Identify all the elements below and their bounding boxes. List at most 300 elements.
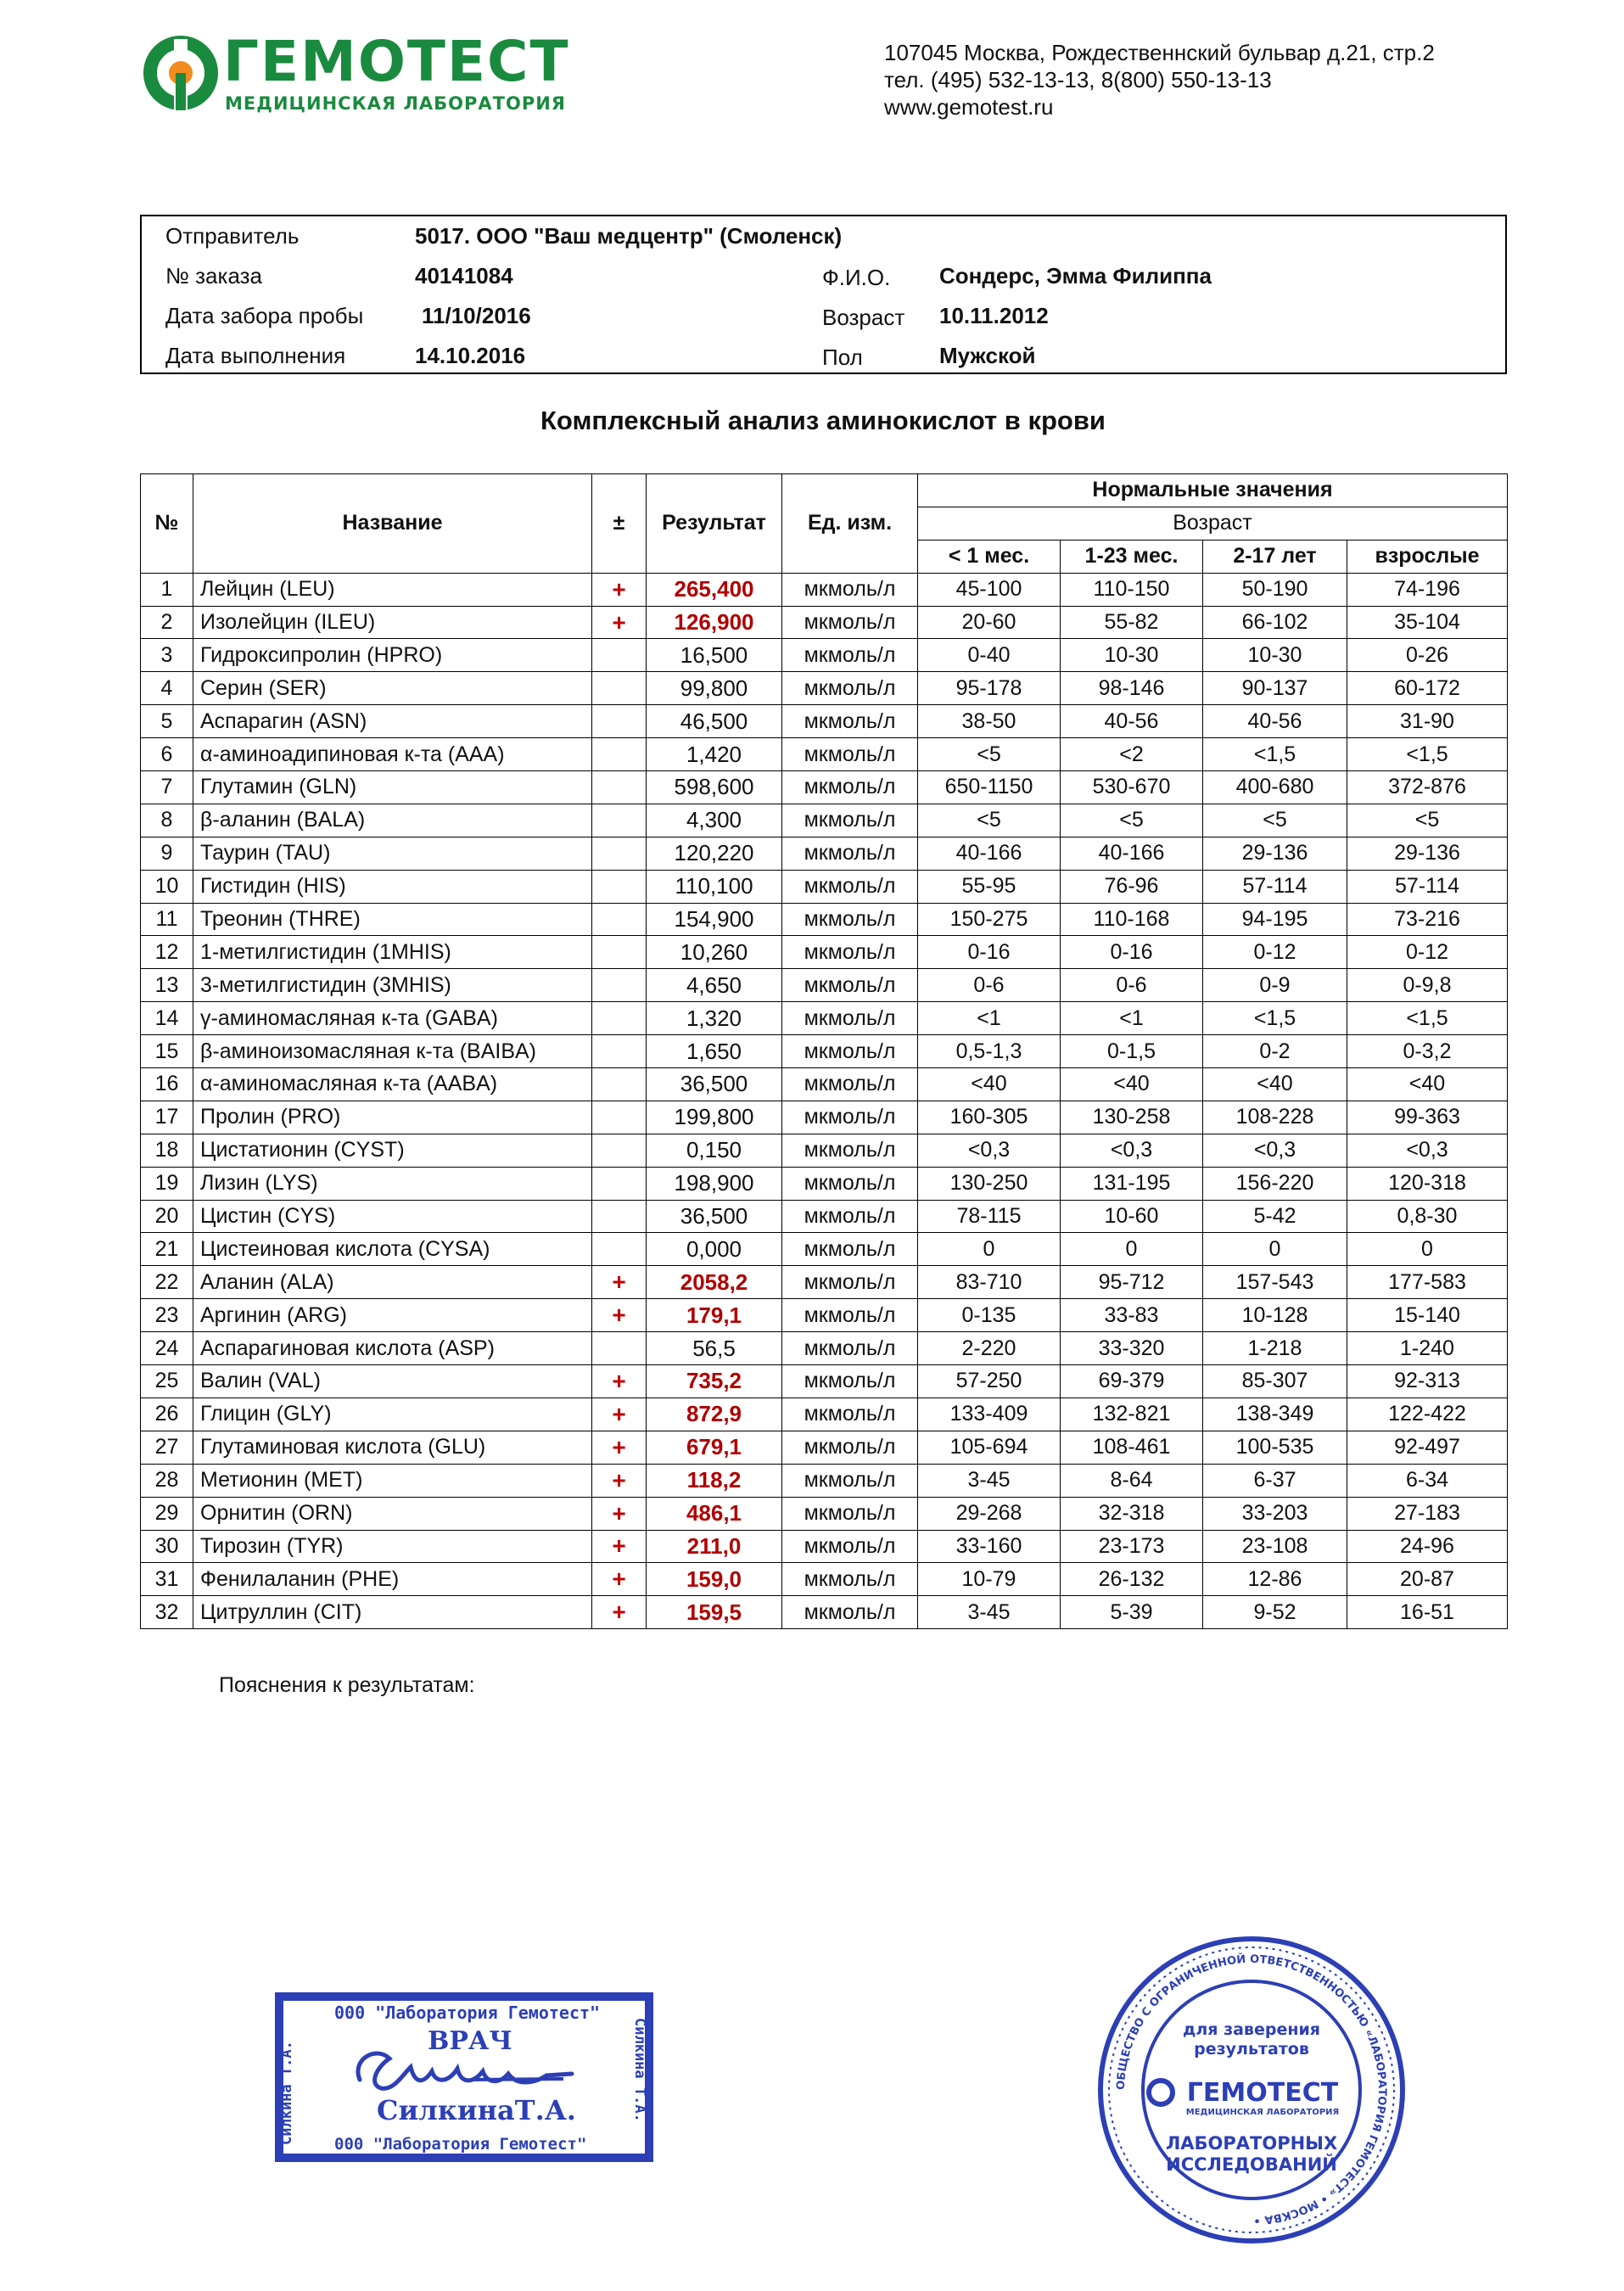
- completion-date-label: Дата выполнения: [165, 343, 346, 368]
- doctor-stamp-role: ВРАЧ: [428, 2026, 512, 2056]
- result-value: 154,900: [647, 903, 782, 936]
- ref-range-2-17y: 66-102: [1203, 606, 1347, 639]
- ref-range-lt1m: 45-100: [918, 573, 1061, 606]
- table-row: [141, 1464, 1508, 1497]
- abnormal-flag: +: [592, 1464, 647, 1497]
- row-number: 24: [141, 1332, 193, 1365]
- ref-range-1-23m: <0,3: [1061, 1134, 1203, 1167]
- ref-range-lt1m: 78-115: [918, 1200, 1061, 1233]
- row-number: 6: [141, 738, 193, 771]
- unit: мкмоль/л: [782, 1266, 918, 1299]
- col-header-age-group: взрослые: [1347, 540, 1508, 573]
- ref-range-2-17y: 1-218: [1203, 1332, 1347, 1365]
- table-row: [141, 1563, 1508, 1596]
- unit: мкмоль/л: [782, 969, 918, 1002]
- report-title: Комплексный анализ аминокислот в крови: [540, 406, 1106, 435]
- ref-range-lt1m: 105-694: [918, 1431, 1061, 1464]
- abnormal-flag: [592, 903, 647, 936]
- row-number: 2: [141, 606, 193, 639]
- row-number: 25: [141, 1365, 193, 1398]
- analyte-name: Пролин (PRO): [193, 1101, 592, 1134]
- ref-range-2-17y: 33-203: [1203, 1497, 1347, 1530]
- col-header-age: Возраст: [918, 507, 1508, 540]
- ref-range-lt1m: 0: [918, 1233, 1061, 1266]
- result-value: 120,220: [647, 837, 782, 870]
- abnormal-flag: +: [592, 573, 647, 606]
- patient-name-value: Сондерс, Эмма Филиппа: [939, 263, 1212, 288]
- result-value: 4,650: [647, 969, 782, 1002]
- ref-range-2-17y: 94-195: [1203, 903, 1347, 936]
- round-stamp-line3: ЛАБОРАТОРНЫХ: [1165, 2133, 1338, 2154]
- lab-address: 107045 Москва, Рождественнский бульвар д.21, стр.2: [884, 40, 1435, 65]
- result-value: 679,1: [647, 1431, 782, 1464]
- ref-range-adult: 92-497: [1347, 1431, 1508, 1464]
- row-number: 30: [141, 1530, 193, 1563]
- ref-range-adult: 372-876: [1347, 771, 1508, 804]
- abnormal-flag: [592, 936, 647, 969]
- unit: мкмоль/л: [782, 771, 918, 804]
- unit: мкмоль/л: [782, 1596, 918, 1629]
- ref-range-1-23m: 32-318: [1061, 1497, 1203, 1530]
- row-number: 29: [141, 1497, 193, 1530]
- col-header-age-group: 2-17 лет: [1203, 540, 1347, 573]
- ref-range-2-17y: 10-128: [1203, 1299, 1347, 1332]
- ref-range-1-23m: 69-379: [1061, 1365, 1203, 1398]
- analyte-name: Аспарагин (ASN): [193, 705, 592, 738]
- ref-range-adult: 0-26: [1347, 639, 1508, 672]
- abnormal-flag: [592, 1200, 647, 1233]
- abnormal-flag: +: [592, 1365, 647, 1398]
- ref-range-1-23m: 95-712: [1061, 1266, 1203, 1299]
- ref-range-adult: 60-172: [1347, 672, 1508, 705]
- table-row: [141, 1035, 1508, 1068]
- table-row: [141, 738, 1508, 771]
- ref-range-lt1m: <0,3: [918, 1134, 1061, 1167]
- table-row: [141, 705, 1508, 738]
- result-value: 598,600: [647, 771, 782, 804]
- col-header-unit: Ед. изм.: [782, 474, 918, 574]
- col-header-normal-values: Нормальные значения: [918, 474, 1508, 507]
- ref-range-2-17y: <0,3: [1203, 1134, 1347, 1167]
- ref-range-lt1m: 0,5-1,3: [918, 1035, 1061, 1068]
- analyte-name: γ-аминомасляная к-та (GABA): [193, 1002, 592, 1035]
- row-number: 11: [141, 903, 193, 936]
- analyte-name: Аланин (ALA): [193, 1266, 592, 1299]
- ref-range-2-17y: 400-680: [1203, 771, 1347, 804]
- row-number: 5: [141, 705, 193, 738]
- ref-range-lt1m: 130-250: [918, 1167, 1061, 1200]
- ref-range-adult: 1-240: [1347, 1332, 1508, 1365]
- sample-date-label: Дата забора пробы: [165, 303, 364, 328]
- result-value: 1,650: [647, 1035, 782, 1068]
- abnormal-flag: [592, 837, 647, 870]
- result-value: 36,500: [647, 1200, 782, 1233]
- ref-range-1-23m: 132-821: [1061, 1398, 1203, 1431]
- result-value: 36,500: [647, 1068, 782, 1101]
- ref-range-2-17y: <5: [1203, 804, 1347, 837]
- order-info-box: [140, 215, 1507, 374]
- results-body: [141, 573, 1508, 1629]
- abnormal-flag: [592, 1332, 647, 1365]
- result-value: 1,420: [647, 738, 782, 771]
- ref-range-lt1m: 3-45: [918, 1464, 1061, 1497]
- row-number: 15: [141, 1035, 193, 1068]
- ref-range-1-23m: 10-30: [1061, 639, 1203, 672]
- ref-range-1-23m: 33-320: [1061, 1332, 1203, 1365]
- ref-range-adult: 6-34: [1347, 1464, 1508, 1497]
- ref-range-2-17y: 0: [1203, 1233, 1347, 1266]
- ref-range-adult: 73-216: [1347, 903, 1508, 936]
- row-number: 12: [141, 936, 193, 969]
- ref-range-adult: 0-3,2: [1347, 1035, 1508, 1068]
- ref-range-lt1m: 10-79: [918, 1563, 1061, 1596]
- table-row: [141, 1530, 1508, 1563]
- ref-range-1-23m: 33-83: [1061, 1299, 1203, 1332]
- ref-range-2-17y: 29-136: [1203, 837, 1347, 870]
- ref-range-adult: 177-583: [1347, 1266, 1508, 1299]
- ref-range-1-23m: 76-96: [1061, 870, 1203, 903]
- table-row: [141, 1365, 1508, 1398]
- ref-range-adult: 74-196: [1347, 573, 1508, 606]
- abnormal-flag: +: [592, 606, 647, 639]
- analyte-name: β-аланин (BALA): [193, 804, 592, 837]
- unit: мкмоль/л: [782, 1233, 918, 1266]
- ref-range-2-17y: 0-12: [1203, 936, 1347, 969]
- table-row: [141, 870, 1508, 903]
- abnormal-flag: +: [592, 1596, 647, 1629]
- ref-range-lt1m: 0-40: [918, 639, 1061, 672]
- unit: мкмоль/л: [782, 1200, 918, 1233]
- table-row: [141, 606, 1508, 639]
- ref-range-adult: <40: [1347, 1068, 1508, 1101]
- patient-age-value: 10.11.2012: [939, 303, 1049, 328]
- ref-range-adult: 120-318: [1347, 1167, 1508, 1200]
- order-number-label: № заказа: [165, 263, 262, 288]
- ref-range-adult: 27-183: [1347, 1497, 1508, 1530]
- result-value: 110,100: [647, 870, 782, 903]
- table-row: [141, 1431, 1508, 1464]
- doctor-stamp-bottom-text: 000 "Лаборатория Гемотест": [334, 2135, 587, 2154]
- table-row: [141, 1002, 1508, 1035]
- ref-range-1-23m: <1: [1061, 1002, 1203, 1035]
- result-value: 179,1: [647, 1299, 782, 1332]
- ref-range-2-17y: 9-52: [1203, 1596, 1347, 1629]
- table-row: [141, 1266, 1508, 1299]
- abnormal-flag: [592, 705, 647, 738]
- ref-range-lt1m: 20-60: [918, 606, 1061, 639]
- round-stamp-line1: для заверения: [1183, 2020, 1320, 2039]
- ref-range-adult: 99-363: [1347, 1101, 1508, 1134]
- unit: мкмоль/л: [782, 804, 918, 837]
- ref-range-1-23m: 0: [1061, 1233, 1203, 1266]
- ref-range-lt1m: 2-220: [918, 1332, 1061, 1365]
- result-value: 872,9: [647, 1398, 782, 1431]
- unit: мкмоль/л: [782, 705, 918, 738]
- ref-range-adult: 20-87: [1347, 1563, 1508, 1596]
- abnormal-flag: [592, 1035, 647, 1068]
- table-row: [141, 1200, 1508, 1233]
- result-value: 46,500: [647, 705, 782, 738]
- ref-range-lt1m: 95-178: [918, 672, 1061, 705]
- ref-range-1-23m: 108-461: [1061, 1431, 1203, 1464]
- result-value: 99,800: [647, 672, 782, 705]
- unit: мкмоль/л: [782, 1101, 918, 1134]
- result-value: 0,150: [647, 1134, 782, 1167]
- ref-range-adult: <0,3: [1347, 1134, 1508, 1167]
- unit: мкмоль/л: [782, 837, 918, 870]
- analyte-name: α-аминоадипиновая к-та (AAA): [193, 738, 592, 771]
- sender-value: 5017. ООО "Ваш медцентр" (Смоленск): [415, 223, 843, 249]
- lab-phone: тел. (495) 532-13-13, 8(800) 550-13-13: [884, 67, 1272, 92]
- unit: мкмоль/л: [782, 1299, 918, 1332]
- row-number: 7: [141, 771, 193, 804]
- ref-range-lt1m: 650-1150: [918, 771, 1061, 804]
- result-value: 199,800: [647, 1101, 782, 1134]
- table-row: [141, 771, 1508, 804]
- abnormal-flag: [592, 1101, 647, 1134]
- ref-range-adult: 35-104: [1347, 606, 1508, 639]
- ref-range-adult: 31-90: [1347, 705, 1508, 738]
- ref-range-2-17y: 0-9: [1203, 969, 1347, 1002]
- unit: мкмоль/л: [782, 1035, 918, 1068]
- table-row: [141, 903, 1508, 936]
- analyte-name: Валин (VAL): [193, 1365, 592, 1398]
- doctor-stamp-top-text: 000 "Лаборатория Гемотест": [334, 2003, 601, 2023]
- unit: мкмоль/л: [782, 936, 918, 969]
- analyte-name: Лизин (LYS): [193, 1167, 592, 1200]
- row-number: 23: [141, 1299, 193, 1332]
- round-stamp-line4: ИССЛЕДОВАНИЙ: [1166, 2154, 1337, 2175]
- ref-range-2-17y: <1,5: [1203, 1002, 1347, 1035]
- ref-range-1-23m: 530-670: [1061, 771, 1203, 804]
- ref-range-adult: 92-313: [1347, 1365, 1508, 1398]
- result-value: 159,5: [647, 1596, 782, 1629]
- table-row: [141, 1497, 1508, 1530]
- ref-range-1-23m: 130-258: [1061, 1101, 1203, 1134]
- result-value: 265,400: [647, 573, 782, 606]
- unit: мкмоль/л: [782, 1497, 918, 1530]
- table-row: [141, 837, 1508, 870]
- result-value: 0,000: [647, 1233, 782, 1266]
- unit: мкмоль/л: [782, 672, 918, 705]
- patient-age-label: Возраст: [822, 305, 905, 330]
- ref-range-1-23m: 10-60: [1061, 1200, 1203, 1233]
- round-stamp-logo-icon: [1149, 2081, 1173, 2104]
- company-logo: [140, 31, 632, 124]
- ref-range-1-23m: <2: [1061, 738, 1203, 771]
- col-header-no: №: [141, 474, 193, 574]
- unit: мкмоль/л: [782, 1365, 918, 1398]
- row-number: 10: [141, 870, 193, 903]
- abnormal-flag: [592, 771, 647, 804]
- sender-label: Отправитель: [165, 223, 300, 249]
- result-value: 4,300: [647, 804, 782, 837]
- doctor-stamp-side-right: Силкина Т.А.: [631, 2018, 648, 2122]
- ref-range-lt1m: 38-50: [918, 705, 1061, 738]
- analyte-name: Тирозин (TYR): [193, 1530, 592, 1563]
- ref-range-adult: 16-51: [1347, 1596, 1508, 1629]
- ref-range-1-23m: 40-56: [1061, 705, 1203, 738]
- sample-date-value: 11/10/2016: [422, 303, 531, 328]
- abnormal-flag: +: [592, 1431, 647, 1464]
- ref-range-2-17y: 40-56: [1203, 705, 1347, 738]
- row-number: 21: [141, 1233, 193, 1266]
- abnormal-flag: [592, 672, 647, 705]
- result-value: 1,320: [647, 1002, 782, 1035]
- row-number: 32: [141, 1596, 193, 1629]
- analyte-name: Метионин (MET): [193, 1464, 592, 1497]
- abnormal-flag: +: [592, 1530, 647, 1563]
- abnormal-flag: [592, 1233, 647, 1266]
- ref-range-1-23m: 0-1,5: [1061, 1035, 1203, 1068]
- logo-name: ГЕМОТЕСТ: [223, 29, 570, 94]
- analyte-name: Лейцин (LEU): [193, 573, 592, 606]
- table-row: [141, 1068, 1508, 1101]
- table-row: [141, 1332, 1508, 1365]
- ref-range-lt1m: <1: [918, 1002, 1061, 1035]
- abnormal-flag: [592, 738, 647, 771]
- table-row: [141, 969, 1508, 1002]
- ref-range-lt1m: 133-409: [918, 1398, 1061, 1431]
- unit: мкмоль/л: [782, 1167, 918, 1200]
- ref-range-lt1m: 0-6: [918, 969, 1061, 1002]
- row-number: 26: [141, 1398, 193, 1431]
- doctor-stamp: [275, 1992, 653, 2162]
- unit: мкмоль/л: [782, 573, 918, 606]
- ref-range-lt1m: 150-275: [918, 903, 1061, 936]
- abnormal-flag: [592, 1068, 647, 1101]
- row-number: 16: [141, 1068, 193, 1101]
- ref-range-1-23m: <40: [1061, 1068, 1203, 1101]
- row-number: 9: [141, 837, 193, 870]
- ref-range-2-17y: 85-307: [1203, 1365, 1347, 1398]
- row-number: 19: [141, 1167, 193, 1200]
- abnormal-flag: +: [592, 1563, 647, 1596]
- ref-range-1-23m: 23-173: [1061, 1530, 1203, 1563]
- explanation-label: Пояснения к результатам:: [219, 1673, 475, 1697]
- result-value: 10,260: [647, 936, 782, 969]
- ref-range-adult: <5: [1347, 804, 1508, 837]
- analyte-name: Фенилаланин (PHE): [193, 1563, 592, 1596]
- patient-sex-value: Мужской: [939, 343, 1036, 368]
- result-value: 486,1: [647, 1497, 782, 1530]
- ref-range-1-23m: 110-150: [1061, 573, 1203, 606]
- ref-range-lt1m: 57-250: [918, 1365, 1061, 1398]
- ref-range-1-23m: 40-166: [1061, 837, 1203, 870]
- ref-range-2-17y: 50-190: [1203, 573, 1347, 606]
- ref-range-1-23m: 131-195: [1061, 1167, 1203, 1200]
- patient-sex-label: Пол: [822, 344, 863, 370]
- table-row: [141, 1101, 1508, 1134]
- ref-range-1-23m: 98-146: [1061, 672, 1203, 705]
- ref-range-adult: <1,5: [1347, 738, 1508, 771]
- ref-range-lt1m: 83-710: [918, 1266, 1061, 1299]
- lab-contact-block: [884, 39, 1435, 120]
- ref-range-1-23m: 55-82: [1061, 606, 1203, 639]
- unit: мкмоль/л: [782, 639, 918, 672]
- ref-range-adult: 15-140: [1347, 1299, 1508, 1332]
- table-row: [141, 672, 1508, 705]
- ref-range-1-23m: 0-6: [1061, 969, 1203, 1002]
- result-value: 118,2: [647, 1464, 782, 1497]
- ref-range-1-23m: 0-16: [1061, 936, 1203, 969]
- lab-round-stamp: [1095, 1933, 1408, 2247]
- ref-range-1-23m: 5-39: [1061, 1596, 1203, 1629]
- analyte-name: Цистеиновая кислота (CYSA): [193, 1233, 592, 1266]
- analyte-name: Цитруллин (CIT): [193, 1596, 592, 1629]
- ref-range-2-17y: 0-2: [1203, 1035, 1347, 1068]
- table-row: [141, 804, 1508, 837]
- row-number: 18: [141, 1134, 193, 1167]
- analyte-name: Цистин (CYS): [193, 1200, 592, 1233]
- abnormal-flag: [592, 804, 647, 837]
- results-table: [140, 473, 1508, 1629]
- table-row: [141, 1167, 1508, 1200]
- ref-range-lt1m: 0-16: [918, 936, 1061, 969]
- ref-range-2-17y: <1,5: [1203, 738, 1347, 771]
- abnormal-flag: [592, 969, 647, 1002]
- round-stamp-line2: результатов: [1194, 2040, 1309, 2059]
- abnormal-flag: [592, 1134, 647, 1167]
- unit: мкмоль/л: [782, 606, 918, 639]
- ref-range-2-17y: 108-228: [1203, 1101, 1347, 1134]
- analyte-name: 3-метилгистидин (3MHIS): [193, 969, 592, 1002]
- signature-icon: [343, 2042, 597, 2101]
- abnormal-flag: [592, 1167, 647, 1200]
- ref-range-1-23m: 26-132: [1061, 1563, 1203, 1596]
- table-row: [141, 936, 1508, 969]
- analyte-name: Изолейцин (ILEU): [193, 606, 592, 639]
- col-header-name: Название: [193, 474, 592, 574]
- analyte-name: Глицин (GLY): [193, 1398, 592, 1431]
- logo-subtitle: МЕДИЦИНСКАЯ ЛАБОРАТОРИЯ: [225, 93, 566, 114]
- ref-range-adult: <1,5: [1347, 1002, 1508, 1035]
- table-row: [141, 1596, 1508, 1629]
- round-stamp-ring-text: ОБЩЕСТВО С ОГРАНИЧЕННОЙ ОТВЕТСТВЕННОСТЬЮ «ЛАБОРАТОРИЯ ГЕМОТЕСТ» • МОСКВА •: [1114, 1952, 1389, 2227]
- order-number-value: 40141084: [415, 263, 513, 288]
- abnormal-flag: [592, 1002, 647, 1035]
- row-number: 31: [141, 1563, 193, 1596]
- analyte-name: Таурин (TAU): [193, 837, 592, 870]
- row-number: 13: [141, 969, 193, 1002]
- analyte-name: Гидроксипролин (HPRO): [193, 639, 592, 672]
- unit: мкмоль/л: [782, 1398, 918, 1431]
- ref-range-adult: 57-114: [1347, 870, 1508, 903]
- ref-range-lt1m: <5: [918, 738, 1061, 771]
- row-number: 22: [141, 1266, 193, 1299]
- unit: мкмоль/л: [782, 1332, 918, 1365]
- row-number: 27: [141, 1431, 193, 1464]
- table-row: [141, 573, 1508, 606]
- ref-range-2-17y: 90-137: [1203, 672, 1347, 705]
- ref-range-1-23m: <5: [1061, 804, 1203, 837]
- row-number: 28: [141, 1464, 193, 1497]
- col-header-age-group: < 1 мес.: [918, 540, 1061, 573]
- ref-range-2-17y: <40: [1203, 1068, 1347, 1101]
- ref-range-2-17y: 6-37: [1203, 1464, 1347, 1497]
- col-header-result: Результат: [647, 474, 782, 574]
- unit: мкмоль/л: [782, 1431, 918, 1464]
- logo-mark-icon: [140, 34, 221, 115]
- row-number: 1: [141, 573, 193, 606]
- ref-range-2-17y: 100-535: [1203, 1431, 1347, 1464]
- abnormal-flag: +: [592, 1299, 647, 1332]
- ref-range-2-17y: 23-108: [1203, 1530, 1347, 1563]
- abnormal-flag: +: [592, 1266, 647, 1299]
- ref-range-adult: 0-12: [1347, 936, 1508, 969]
- result-value: 56,5: [647, 1332, 782, 1365]
- ref-range-2-17y: 157-543: [1203, 1266, 1347, 1299]
